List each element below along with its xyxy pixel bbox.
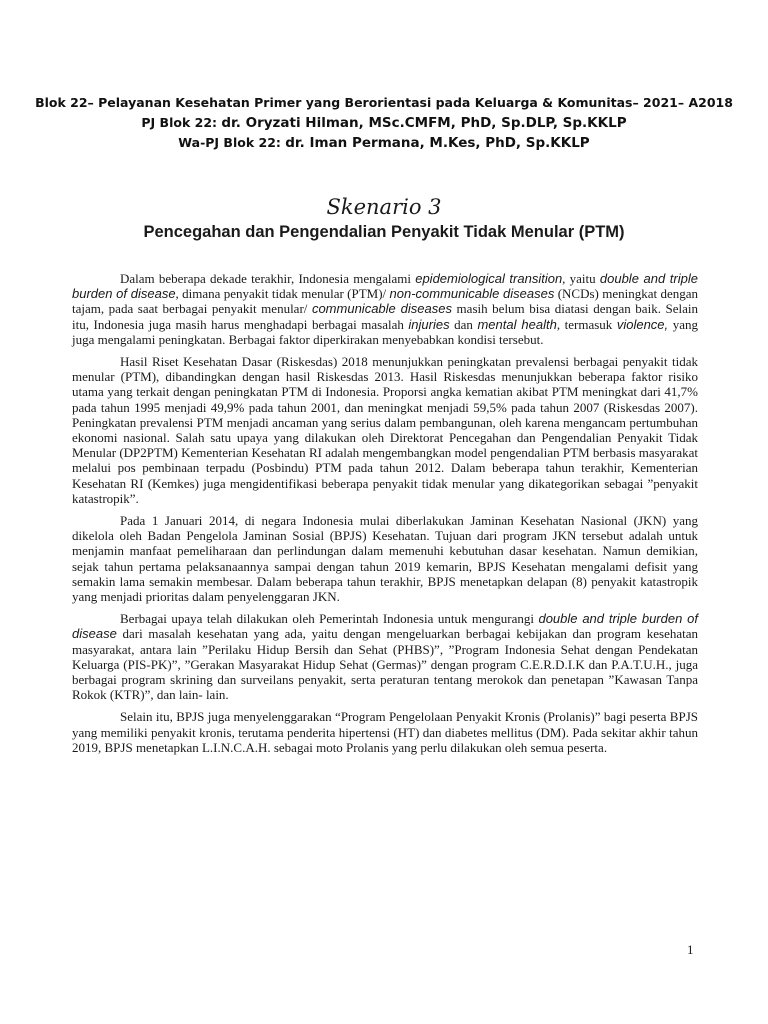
p1-text: , dimana penyakit tidak menular (PTM)/ [175,286,390,302]
paragraph-2: Hasil Riset Kesehatan Dasar (Riskesdas) 2018 menunjukkan peningkatan prevalensi berbagai penyakit tidak menular (PTM), dibandingkan dengan hasil Riskesdas 2013. Hasil Riskesdas menunjukkan beberapa faktor risiko utama yang terkait dengan peningkatan PTM di Indonesia. Proporsi angka kematian akibat PTM meningkat dari 41,7% pada tahun 1995 menjadi 49,9% pada tahun 2001, dan meningkat menjadi 59,5% pada tahun 2007 (Riskesdas 2007). Peningkatan prevalensi PTM menjadi ancaman yang serius dalam pembangunan, oleh karena mengancam pertumbuhan ekonomi nasional. Salah satu upaya yang dilakukan oleh Direktorat Pencegahan dan Pengendalian Penyakit Tidak Menular (DP2PTM) Kementerian Kesehatan RI adalah mengembangkan model pengendalian PTM berbasis masyarakat melalui pos pembinaan terpadu (Posbindu) PTM pada tahun 2012. Dalam beberapa tahun terakhir, Kementerian Kesehatan RI (Kemkes) juga mengidentifikasi beberapa penyakit tidak menular yang dikategorikan sebagai ”penyakit katastropik”. [72,354,698,506]
wapj-name: dr. Iman Permana, M.Kes, PhD, Sp.KKLP [285,135,590,151]
p1-term: injuries [408,316,450,332]
p1-text: , yaitu [562,271,600,286]
paragraph-4 [72,611,698,702]
header-block-line: Blok 22– Pelayanan Kesehatan Primer yang Berorientasi pada Keluarga & Komunitas– 2021– A2018 [35,95,733,110]
page-number: 1 [687,942,694,957]
p1-text: masih belum bisa diatasi dengan baik. Selain itu, Indonesia juga masih harus menghadapi berbagai masalah [72,301,698,332]
pj-line [0,115,768,131]
p1-text: yang juga mengalami peningkatan. Berbagai faktor diperkirakan menyebabkan kondisi tersebut. [72,316,698,347]
paragraph-3: Pada 1 Januari 2014, di negara Indonesia mulai diberlakukan Jaminan Kesehatan Nasional (JKN) yang dikelola oleh Badan Pengelola Jaminan Sosial (BPJS) Kesehatan. Tujuan dari program JKN tersebut adalah untuk menjamin manfaat pemeliharaan dan perlindungan dalam memenuhi kebutuhan dasar kesehatan. Namun demikian, sejak tahun pertama pelaksanaannya sampai dengan tahun 2019 kemarin, BPJS Kesehatan mengalami defisit yang semakin lama semakin membesar. Dalam beberapa tahun terakhir, BPJS menetapkan delapan (8) penyakit katastropik yang menjadi prioritas dalam penyelenggaran JKN. [72,513,698,605]
scenario-subtitle: Pencegahan dan Pengendalian Penyakit Tidak Menular (PTM) [143,223,625,241]
paragraph-5: Selain itu, BPJS juga menyelenggarakan “Program Pengelolaan Penyakit Kronis (Prolanis)” bagi peserta BPJS yang memiliki penyakit kronis, terutama penderita hipertensi (HT) dan diabetes mellitus (DM). Pada sekitar akhir tahun 2019, BPJS menetapkan L.I.N.C.A.H. sebagai moto Prolanis yang perlu dilakukan oleh semua peserta. [72,709,698,755]
p4-term: double and triple burden of disease [72,611,698,642]
wapj-line [0,135,768,151]
p4-text: dari masalah kesehatan yang ada, yaitu dengan mengeluarkan berbagai kebijakan dan program kesehatan masyarakat, antara lain ”Perilaku Hidup Bersih dan Sehat (PHBS)”, ”Program Indonesia Sehat dengan Pendekatan Keluarga (PIS-PK)”, ”Gerakan Masyarakat Hidup Sehat (Germas)” dengan program C.E.R.D.I.K dan P.A.T.U.H., juga berbagai program skrining dan surveilans penyakit, serta peraturan tentang merokok dan penetapan ”Kawasan Tanpa Rokok (KTR)”, dan lain- lain. [72,626,698,703]
paragraph-1 [72,271,698,347]
wapj-label: Wa-PJ Blok 22: [178,135,281,150]
p1-text: Dalam beberapa dekade terakhir, Indonesia mengalami [120,271,416,286]
p1-term: mental health [477,316,557,332]
p4-text: Berbagai upaya telah dilakukan oleh Pemerintah Indonesia untuk mengurangi [120,611,539,627]
p1-text: , termasuk [556,316,617,332]
pj-name: dr. Oryzati Hilman, MSc.CMFM, PhD, Sp.DLP, Sp.KKLP [221,115,627,131]
p1-text: (NCDs) meningkat dengan tajam, pada saat berbagai penyakit menular/ [72,286,698,317]
p1-term: communicable diseases [311,301,452,317]
p1-text: dan [449,316,478,332]
scenario-title: Skenario 3 [326,195,442,219]
p1-term: non-communicable diseases [389,286,555,302]
p1-term: double and triple burden of disease [72,271,698,302]
p1-term: violence, [616,316,669,332]
p1-term: epidemiological transition [415,271,563,286]
pj-label: PJ Blok 22: [141,115,218,130]
document-body [72,271,698,762]
